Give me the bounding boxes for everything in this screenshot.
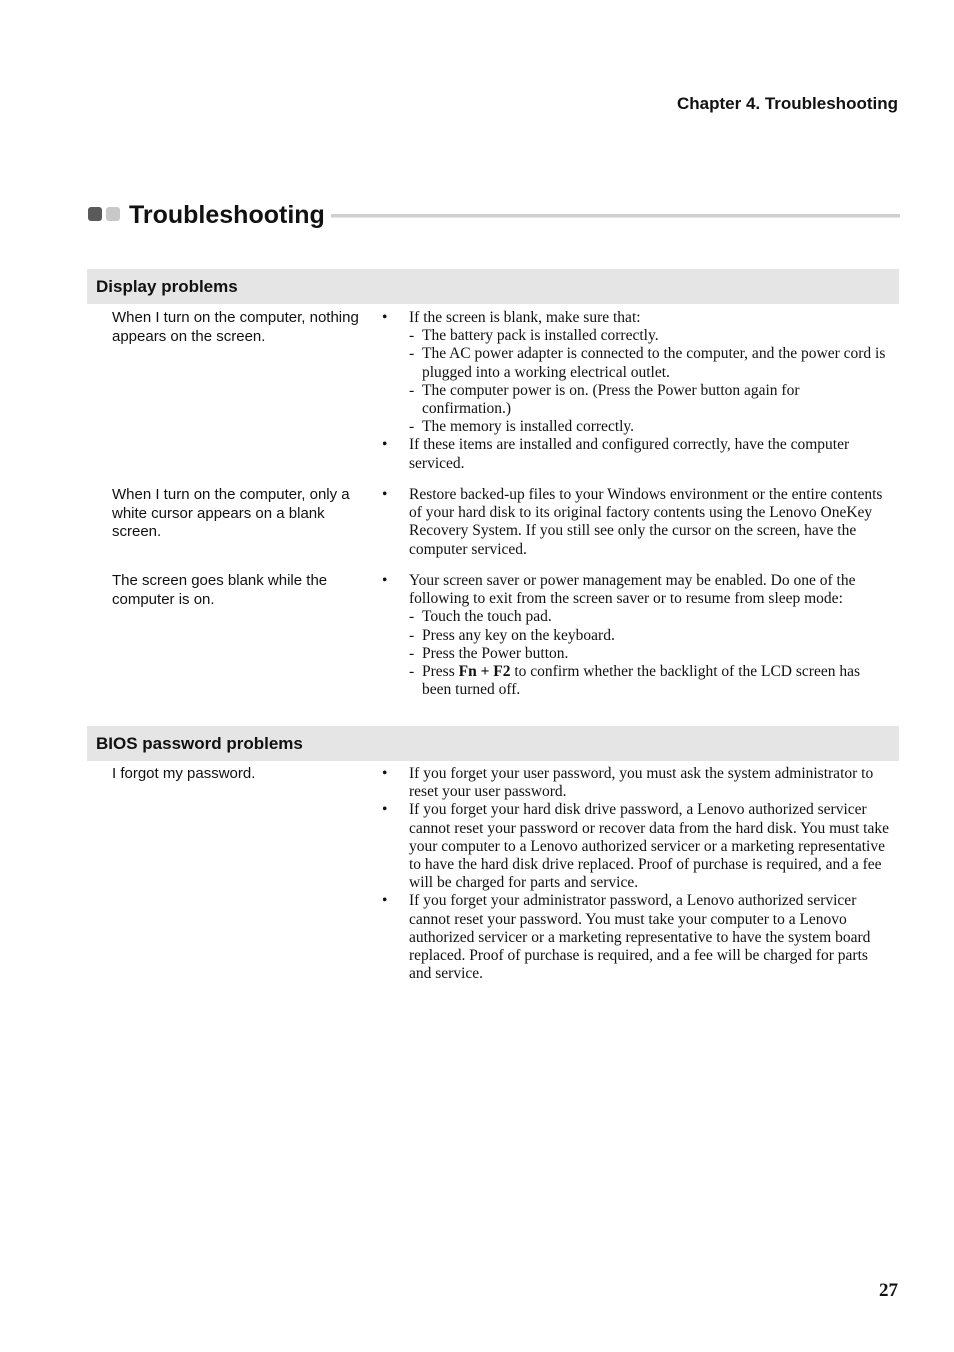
bullet-item: • If you forget your administrator password, a Lenovo authorized servicer cannot reset your password. You must take your computer to a Lenovo authorized servicer or a marketing representative to have the system board replaced. Proof of purchase is required, and a fee will be charged for parts and service. — [379, 892, 891, 983]
bullet-item: • Restore backed-up files to your Windows environment or the entire contents of your hard disk to its original factory contents using the Lenovo OneKey Recovery System. If you still see only the cursor on the screen, have the computer serviced. — [379, 486, 891, 559]
bullet-item: • If you forget your user password, you must ask the system administrator to reset your user password. — [379, 765, 891, 801]
dash-item: - Press the Power button. — [409, 645, 891, 663]
section-bios-password-problems: BIOS password problems — [87, 726, 899, 761]
dash-item: - The AC power adapter is connected to the computer, and the power cord is plugged into a working electrical outlet. — [409, 345, 891, 381]
page-number: 27 — [879, 1280, 898, 1301]
dash-item: - The computer power is on. (Press the Power button again for confirmation.) — [409, 382, 891, 418]
bullet-item: • Your screen saver or power management may be enabled. Do one of the following to exit from the screen saver or to resume from sleep mode: - Touch the touch pad. - Press any key on the keyboard. - Press the Power button. - Press Fn + F2 to confirm whether the backlight of the LCD screen has been turned off. — [379, 572, 891, 699]
title-marker-light-icon — [106, 207, 120, 221]
section-display-problems: Display problems — [87, 269, 899, 304]
solution-text — [379, 486, 891, 559]
problem-text: The screen goes blank while the computer is on. — [112, 572, 328, 608]
dash-item: - The battery pack is installed correctly. — [409, 327, 891, 345]
bullet-item: • If these items are installed and configured correctly, have the computer serviced. — [379, 436, 891, 472]
problem-text: When I turn on the computer, nothing appears on the screen. — [112, 309, 359, 345]
dash-item: - Press Fn + F2 to confirm whether the backlight of the LCD screen has been turned off. — [409, 663, 891, 699]
bullet-item: • If you forget your hard disk drive password, a Lenovo authorized servicer cannot reset your password or recover data from the hard disk. You must take your computer to a Lenovo authorized servicer or a marketing representative to have the hard disk drive replaced. Proof of purchase is required, and a fee will be charged for parts and service. — [379, 801, 891, 892]
problem-text: When I turn on the computer, only a white cursor appears on a blank screen. — [112, 486, 350, 540]
bullet-item: • If the screen is blank, make sure that: - The battery pack is installed correctly. - The AC power adapter is connected to the computer, and the power cord is plugged into a working electrical outlet. - The computer power is on. (Press the Power button again for confirmation.) - The memory is installed correctly. — [379, 309, 891, 436]
dash-item: - Press any key on the keyboard. — [409, 627, 891, 645]
solution-text — [379, 765, 891, 983]
problem-text: I forgot my password. — [112, 765, 256, 782]
solution-text — [379, 572, 891, 699]
dash-item: - Touch the touch pad. — [409, 608, 891, 626]
chapter-header: Chapter 4. Troubleshooting — [676, 94, 898, 113]
dash-item: - The memory is installed correctly. — [409, 418, 891, 436]
page-title-row — [87, 198, 900, 234]
title-marker-dark-icon — [88, 207, 102, 221]
key-combo: Fn + F2 — [458, 663, 511, 681]
title-rule — [331, 214, 900, 218]
page-title: Troubleshooting — [129, 198, 331, 232]
solution-text — [379, 309, 891, 473]
